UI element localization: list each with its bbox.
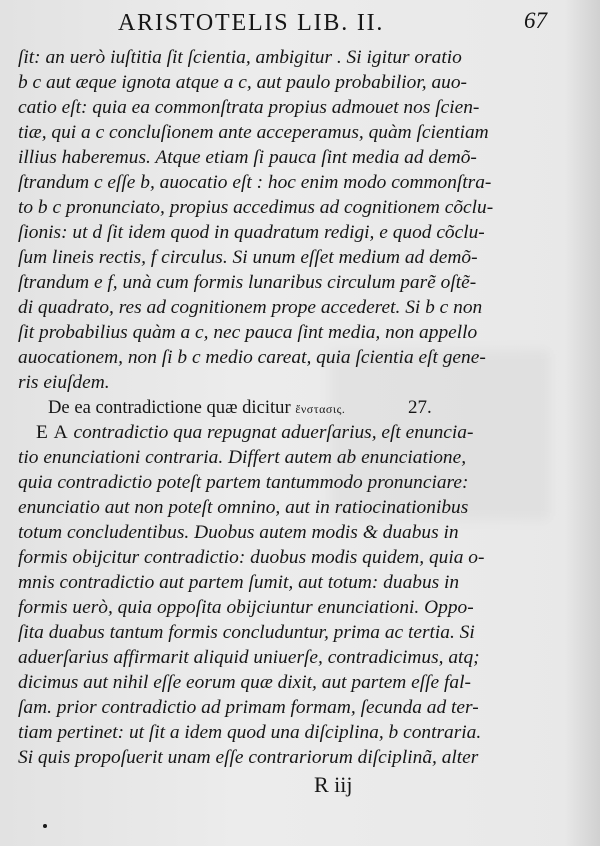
text-line: tiæ, qui a c concluſionem ante acceperamus, quàm ſcientiam (18, 122, 489, 143)
text-line: mnis contradictio aut partem ſumit, aut totum: duabus in (18, 572, 460, 593)
text-line: to b c pronunciato, propius accedimus ad cognitionem cõclu- (18, 197, 494, 218)
text-line: auocationem, non ſi b c medio careat, quia ſcientia eſt gene- (18, 347, 486, 368)
running-head: ARISTOTELIS LIB. II. (118, 10, 385, 36)
text-line: ſtrandum c eſſe b, auocatio eſt : hoc enim modo commonſtra- (18, 172, 492, 193)
section-heading-greek: ἔνστασις. (295, 402, 346, 416)
text-line: ſionis: ut d ſit idem quod in quadratum redigi, e quod cõclu- (18, 222, 485, 243)
text-line: quia contradictio poteſt partem tantummodo pronunciare: (18, 472, 469, 493)
text-line (36, 421, 473, 445)
text-line: di quadrato, res ad cognitionem prope accederet. Si b c non (18, 297, 483, 318)
text-line: Si quis propoſuerit unam eſſe contrariorum diſciplinã, alter (18, 747, 479, 768)
text-line: b c aut æque ignota atque a c, aut paulo probabilior, auo- (18, 72, 468, 93)
text-line: aduerſarius affirmarit aliquid uniuerſe, contradicimus, atq; (18, 647, 480, 668)
section-heading (48, 396, 432, 420)
text-line: ſam. prior contradictio ad primam formam, ſecunda ad ter- (18, 697, 479, 718)
text-line: formis uerò, quia oppoſita obijciuntur enunciationi. Oppo- (18, 597, 474, 618)
text-line: formis obijcitur contradictio: duobus modis quidem, quia o- (18, 547, 485, 568)
text-line: catio eſt: quia ea commonſtrata propius admouet nos ſcien- (18, 97, 480, 118)
section-first-line: contradictio qua repugnat aduerſarius, eſt enuncia- (68, 422, 474, 443)
section-initial: E A (36, 422, 69, 443)
text-line: tio enunciationi contraria. Differt autem ab enunciatione, (18, 447, 467, 468)
text-line: ſum lineis rectis, f circulus. Si unum eſſet medium ad demõ- (18, 247, 478, 268)
text-line: ſit: an uerò iuſtitia ſit ſcientia, ambigitur . Si igitur oratio (18, 47, 462, 68)
text-line: totum concludentibus. Duobus autem modis & duabus in (18, 522, 459, 543)
text-line: ſit probabilius quàm a c, nec pauca ſint media, non appello (18, 322, 478, 343)
text-line: ſita duabus tantum formis concluduntur, prima ac tertia. Si (18, 622, 475, 643)
text-line: tiam pertinet: ut ſit a idem quod una diſciplina, b contraria. (18, 722, 482, 743)
text-line: dicimus aut nihil eſſe eorum quæ dixit, aut partem eſſe fal- (18, 672, 471, 693)
signature-mark: R iij (314, 772, 353, 797)
page-number: 67 (524, 8, 547, 33)
text-line: illius haberemus. Atque etiam ſi pauca ſint media ad demõ- (18, 147, 477, 168)
section-heading-text: De ea contradictione quæ dicitur (48, 397, 291, 418)
section-number: 27. (408, 397, 432, 418)
ink-speck (43, 824, 47, 828)
text-line: enunciatio aut non poteſt omnino, aut in ratiocinationibus (18, 497, 469, 518)
text-line: ris eiuſdem. (18, 372, 110, 393)
text-line: ſtrandum e f, unà cum formis lunaribus circulum parẽ oſtẽ- (18, 272, 477, 293)
